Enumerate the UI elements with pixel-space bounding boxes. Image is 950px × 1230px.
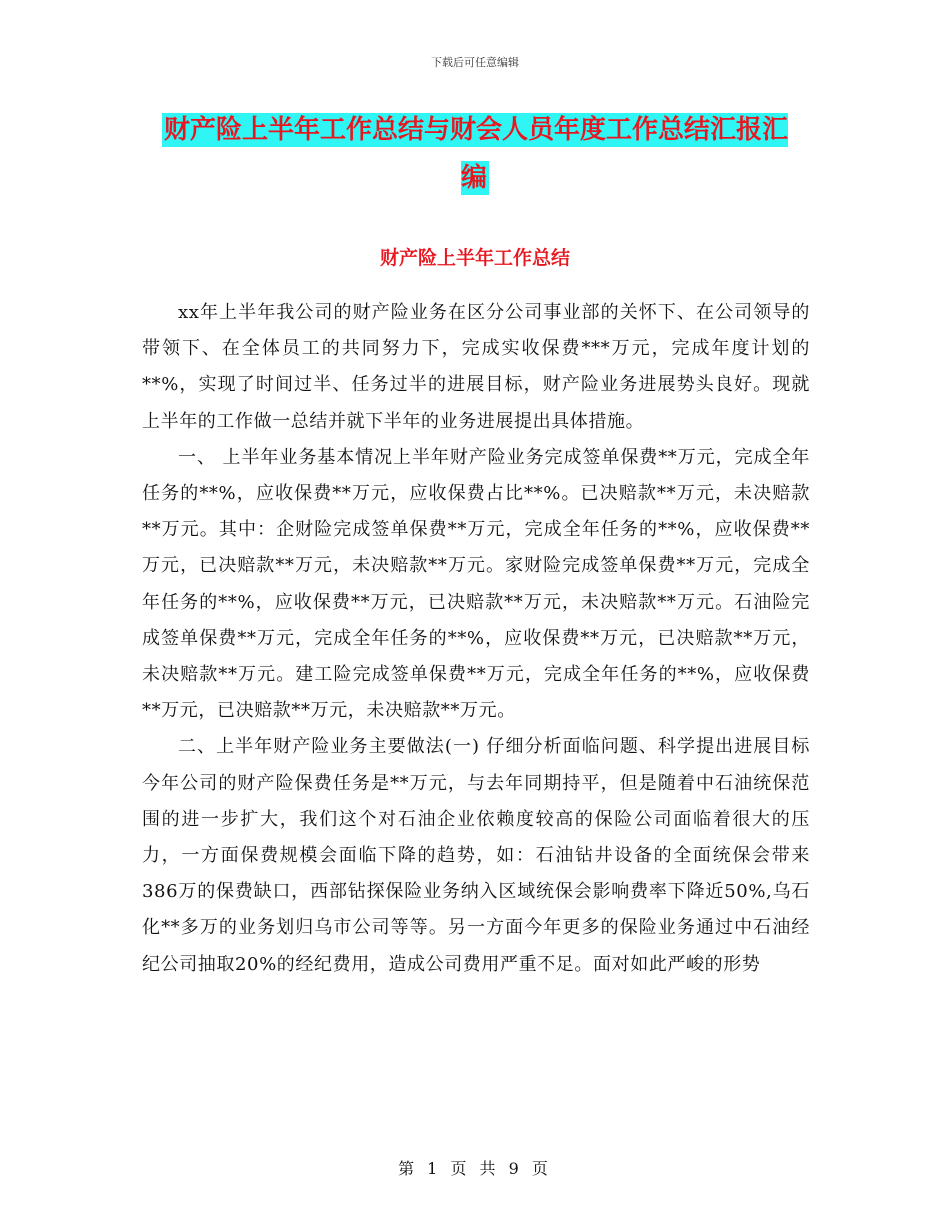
page-footer: 第 1 页 共 9 页 [398,1159,552,1178]
paragraph: 一、 上半年业务基本情况上半年财产险业务完成签单保费**万元，完成全年任务的**%，应收保费**万元，应收保费占比**%。已决赔款**万元，未决赔款**万元。其中：企财险完成签单保费**万元，完成全年任务的**%，应收保费**万元，已决赔款**万元，未决赔款**万元。家财险完成签单保费**万元，完成全年任务的**%，应收保费**万元，已决赔款**万元，未决赔款**万元。石油险完成签单保费**万元，完成全年任务的**%，应收保费**万元，已决赔款**万元，未决赔款**万元。建工险完成签单保费**万元，完成全年任务的**%，应收保费**万元，已决赔款**万元，未决赔款**万元。 [142,446,810,722]
section-title: 财产险上半年工作总结 [379,247,570,269]
document-title [150,106,800,202]
body-text [142,295,810,983]
header-note: 下载后可任意编辑 [431,56,519,69]
paragraph: xx年上半年我公司的财产险业务在区分公司事业部的关怀下、在公司领导的带领下、在全体员工的共同努力下，完成实收保费***万元，完成年度计划的**%，实现了时间过半、任务过半的进展目标，财产险业务进展势头良好。现就上半年的工作做一总结并就下半年的业务进展提出具体措施。 [142,302,810,432]
document-title-text: 财产险上半年工作总结与财会人员年度工作总结汇报汇编 [163,115,788,193]
paragraph: 二、上半年财产险业务主要做法(一) 仔细分析面临问题、科学提出进展目标今年公司的财产险保费任务是**万元，与去年同期持平，但是随着中石油统保范围的进一步扩大，我们这个对石油企业依赖度较高的保险公司面临着很大的压力，一方面保费规模会面临下降的趋势，如：石油钻井设备的全面统保会带来386万的保费缺口，西部钻探保险业务纳入区域统保会影响费率下降近50%,乌石化**多万的业务划归乌市公司等等。另一方面今年更多的保险业务通过中石油经纪公司抽取20%的经纪费用，造成公司费用严重不足。面对如此严峻的形势 [142,736,810,975]
